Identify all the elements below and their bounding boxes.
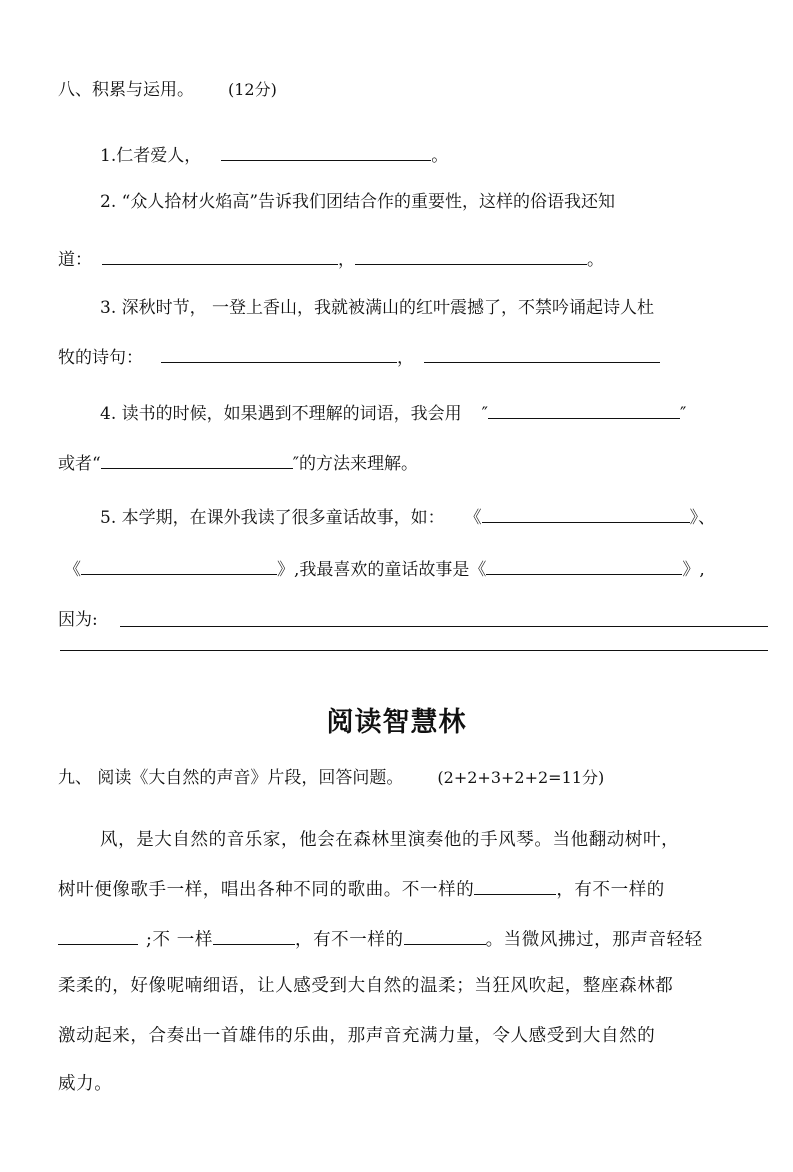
question-5-because [58, 608, 98, 632]
q5-book-open-1: 《 [464, 508, 482, 528]
q5-book-close-2: 》, [277, 560, 300, 580]
q4-close-quote: ″ [679, 404, 687, 424]
passage-line-4: 柔柔的，好像呢喃细语，让人感受到大自然的温柔；当狂风吹起，整座森林都 [58, 976, 674, 996]
passage-line-2b: ，有不一样的 [556, 880, 665, 900]
q4-blank-1[interactable] [488, 400, 680, 419]
question-4-line1 [100, 400, 686, 426]
q5-because-blank-2[interactable] [60, 650, 768, 651]
section8-score: (12分) [228, 80, 277, 99]
q5-text: 5. 本学期，在课外我读了很多童话故事，如： [100, 508, 445, 528]
question-1 [100, 142, 448, 168]
q5-because-label: 因为: [58, 610, 98, 630]
q2-sep: ， [338, 250, 355, 270]
q5-book-open-2: 《 [64, 560, 81, 580]
section9-score: (2+2+3+2+2=11分) [437, 768, 605, 787]
q2-prefix: 道： [58, 250, 92, 270]
question-3-line1: 3. 深秋时节， 一登上香山，我就被满山的红叶震撼了，不禁吟诵起诗人杜 [100, 298, 655, 318]
passage-blank-1[interactable] [474, 876, 556, 895]
section9-heading-line [58, 766, 604, 790]
q2-blank-1[interactable] [102, 246, 338, 265]
q5-blank-favorite[interactable] [486, 556, 682, 575]
section8-heading: 八、积累与运用。 [58, 80, 194, 100]
question-5-line2 [64, 556, 705, 582]
section8-heading-line [58, 78, 277, 102]
q4-blank-2[interactable] [101, 450, 293, 469]
q3-prefix: 牧的诗句： [58, 348, 143, 368]
question-4-line2 [58, 450, 418, 476]
q3-sep: ， [397, 348, 414, 368]
q1-end: 。 [431, 146, 449, 166]
passage-blank-3[interactable] [213, 926, 295, 945]
q2-blank-2[interactable] [355, 246, 587, 265]
q5-book-close-1: 》、 [689, 508, 716, 528]
passage-line-3 [58, 926, 703, 952]
q5-end: 》, [682, 560, 705, 580]
question-2-line2 [58, 246, 604, 272]
passage-line-1: 风，是大自然的音乐家，他会在森林里演奏他的手风琴。当他翻动树叶， [100, 830, 680, 850]
passage-line-3a: ;不 一样 [146, 930, 213, 950]
question-3-line2 [58, 344, 660, 370]
q5-because-blank-1[interactable] [120, 626, 768, 627]
passage-line-2a: 树叶便像歌手一样，唱出各种不同的歌曲。不一样的 [58, 880, 475, 900]
q3-blank-1[interactable] [161, 344, 397, 363]
q4-prefix: 或者“ [58, 454, 101, 474]
passage-line-6: 威力。 [58, 1074, 113, 1094]
q4-open-quote: ″ [481, 404, 488, 424]
q3-blank-2[interactable] [424, 344, 660, 363]
q4-text: 4. 读书的时候，如果遇到不理解的词语，我会用 [100, 404, 462, 424]
passage-line-5: 激动起来，合奏出一首雄伟的乐曲，那声音充满力量，令人感受到大自然的 [58, 1026, 656, 1046]
q5-blank-book-2[interactable] [81, 556, 277, 575]
passage-blank-2[interactable] [58, 926, 138, 945]
passage-line-3b: ，有不一样的 [294, 930, 404, 950]
q2-end: 。 [587, 250, 604, 270]
reading-section-title: 阅读智慧林 [326, 707, 467, 738]
question-5-line1 [100, 504, 715, 530]
section9-heading: 九、 阅读《大自然的声音》片段，回答问题。 [58, 768, 404, 788]
q5-favorite: 我最喜欢的童话故事是《 [299, 560, 487, 580]
question-2-line1: 2. “众人拾材火焰高”告诉我们团结合作的重要性，这样的俗语我还知 [100, 192, 616, 212]
passage-blank-4[interactable] [404, 926, 486, 945]
q1-blank[interactable] [221, 142, 431, 161]
passage-line-2 [58, 876, 665, 902]
q1-text: 1.仁者爱人， [100, 146, 202, 166]
passage-line-3c: 。当微风拂过，那声音轻轻 [485, 930, 703, 950]
q4-end: ″的方法来理解。 [292, 454, 419, 474]
q5-blank-book-1[interactable] [482, 504, 690, 523]
